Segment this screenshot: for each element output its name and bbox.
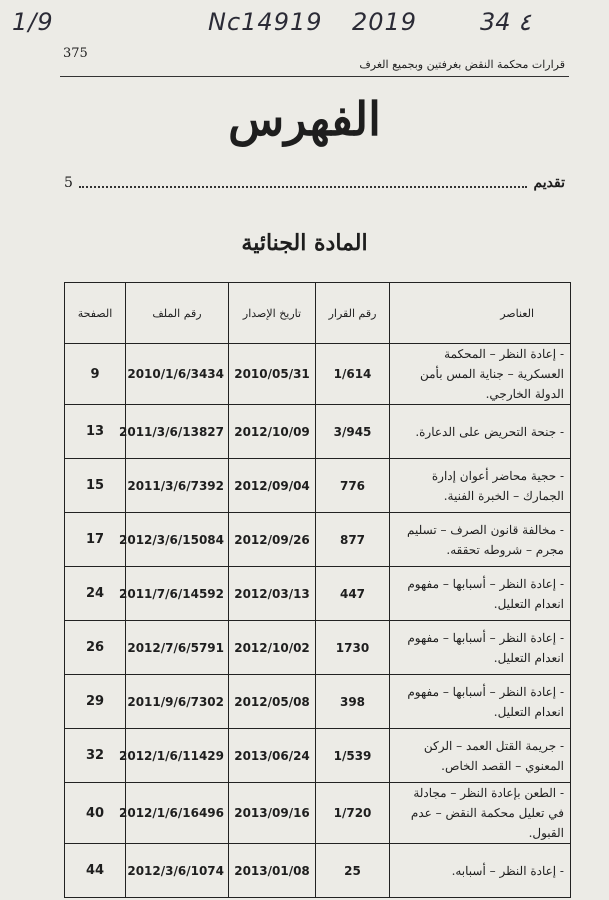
header-page: الصفحة xyxy=(65,283,126,344)
header-rule xyxy=(60,76,569,77)
cell-page: 13 xyxy=(65,405,126,459)
table-header-row xyxy=(65,283,571,344)
handwritten-year: 2019 xyxy=(352,8,418,36)
header-issue-date: تاريخ الإصدار xyxy=(229,283,316,344)
cell-page: 17 xyxy=(65,513,126,567)
intro-entry xyxy=(64,172,565,194)
cell-decision-no: 1/614 xyxy=(316,344,390,405)
cell-decision-no: 1730 xyxy=(316,621,390,675)
cell-issue-date: 2013/09/16 xyxy=(229,783,316,844)
handwritten-folio: 34 ٤ xyxy=(480,8,532,36)
table-row xyxy=(65,344,571,405)
cell-decision-no: 1/720 xyxy=(316,783,390,844)
table-row xyxy=(65,783,571,844)
cell-elements: - جريمة القتل العمد – الركن المعنوي – القصد الخاص. xyxy=(390,729,571,783)
cell-page: 29 xyxy=(65,675,126,729)
index-table xyxy=(64,282,571,898)
section-title: المادة الجنائية xyxy=(241,230,368,256)
cell-issue-date: 2012/03/13 xyxy=(229,567,316,621)
table-row xyxy=(65,567,571,621)
table-row xyxy=(65,675,571,729)
cell-issue-date: 2012/09/04 xyxy=(229,459,316,513)
cell-elements: - جنحة التحريض على الدعارة. xyxy=(390,405,571,459)
table-row xyxy=(65,405,571,459)
cell-page: 32 xyxy=(65,729,126,783)
header-decision-no: رقم القرار xyxy=(316,283,390,344)
cell-page: 9 xyxy=(65,344,126,405)
cell-file-no: 2012/3/6/15084 xyxy=(126,513,229,567)
cell-file-no: 2012/1/6/11429 xyxy=(126,729,229,783)
cell-elements: - حجية محاضر أعوان إدارة الجمارك – الخبرة الفنية. xyxy=(390,459,571,513)
cell-decision-no: 877 xyxy=(316,513,390,567)
page-title: الفهرس xyxy=(228,92,381,146)
cell-issue-date: 2013/06/24 xyxy=(229,729,316,783)
cell-decision-no: 398 xyxy=(316,675,390,729)
running-title: قرارات محكمة النقض بغرفتين وبجميع الغرف xyxy=(359,58,565,71)
cell-file-no: 2011/7/6/14592 xyxy=(126,567,229,621)
table-row xyxy=(65,621,571,675)
cell-decision-no: 25 xyxy=(316,844,390,898)
table-row xyxy=(65,844,571,898)
cell-issue-date: 2012/05/08 xyxy=(229,675,316,729)
cell-elements: - إعادة النظر – المحكمة العسكرية – جناية المس بأمن الدولة الخارجي. xyxy=(390,344,571,405)
cell-page: 40 xyxy=(65,783,126,844)
cell-file-no: 2010/1/6/3434 xyxy=(126,344,229,405)
header-elements: العناصر xyxy=(390,283,571,344)
cell-issue-date: 2012/09/26 xyxy=(229,513,316,567)
cell-elements: - إعادة النظر – أسبابها – مفهوم انعدام التعليل. xyxy=(390,675,571,729)
cell-page: 15 xyxy=(65,459,126,513)
cell-elements: - إعادة النظر – أسبابها – مفهوم انعدام التعليل. xyxy=(390,567,571,621)
cell-issue-date: 2010/05/31 xyxy=(229,344,316,405)
cell-decision-no: 447 xyxy=(316,567,390,621)
cell-file-no: 2011/9/6/7302 xyxy=(126,675,229,729)
cell-issue-date: 2013/01/08 xyxy=(229,844,316,898)
table-row xyxy=(65,513,571,567)
cell-decision-no: 1/539 xyxy=(316,729,390,783)
cell-file-no: 2011/3/6/13827 xyxy=(126,405,229,459)
handwritten-file-code: Nc14919 xyxy=(208,8,323,36)
cell-elements: - مخالفة قانون الصرف – تسليم مجرم – شروطه تحققه. xyxy=(390,513,571,567)
cell-file-no: 2012/7/6/5791 xyxy=(126,621,229,675)
cell-elements: - الطعن بإعادة النظر – مجادلة في تعليل محكمة النقض – عدم القبول. xyxy=(390,783,571,844)
cell-page: 24 xyxy=(65,567,126,621)
cell-elements: - إعادة النظر – أسبابها – مفهوم انعدام التعليل. xyxy=(390,621,571,675)
header-file-no: رقم الملف xyxy=(126,283,229,344)
cell-file-no: 2012/3/6/1074 xyxy=(126,844,229,898)
intro-page: 5 xyxy=(64,175,73,191)
table-row xyxy=(65,729,571,783)
cell-elements: - إعادة النظر – أسبابه. xyxy=(390,844,571,898)
intro-label: تقديم xyxy=(533,175,565,191)
cell-issue-date: 2012/10/02 xyxy=(229,621,316,675)
page-number: 375 xyxy=(63,46,88,61)
handwritten-fraction: 1/9 xyxy=(12,8,54,36)
cell-page: 26 xyxy=(65,621,126,675)
cell-decision-no: 3/945 xyxy=(316,405,390,459)
table-row xyxy=(65,459,571,513)
cell-issue-date: 2012/10/09 xyxy=(229,405,316,459)
cell-page: 44 xyxy=(65,844,126,898)
leader-dots xyxy=(79,186,528,188)
cell-decision-no: 776 xyxy=(316,459,390,513)
cell-file-no: 2012/1/6/16496 xyxy=(126,783,229,844)
cell-file-no: 2011/3/6/7392 xyxy=(126,459,229,513)
